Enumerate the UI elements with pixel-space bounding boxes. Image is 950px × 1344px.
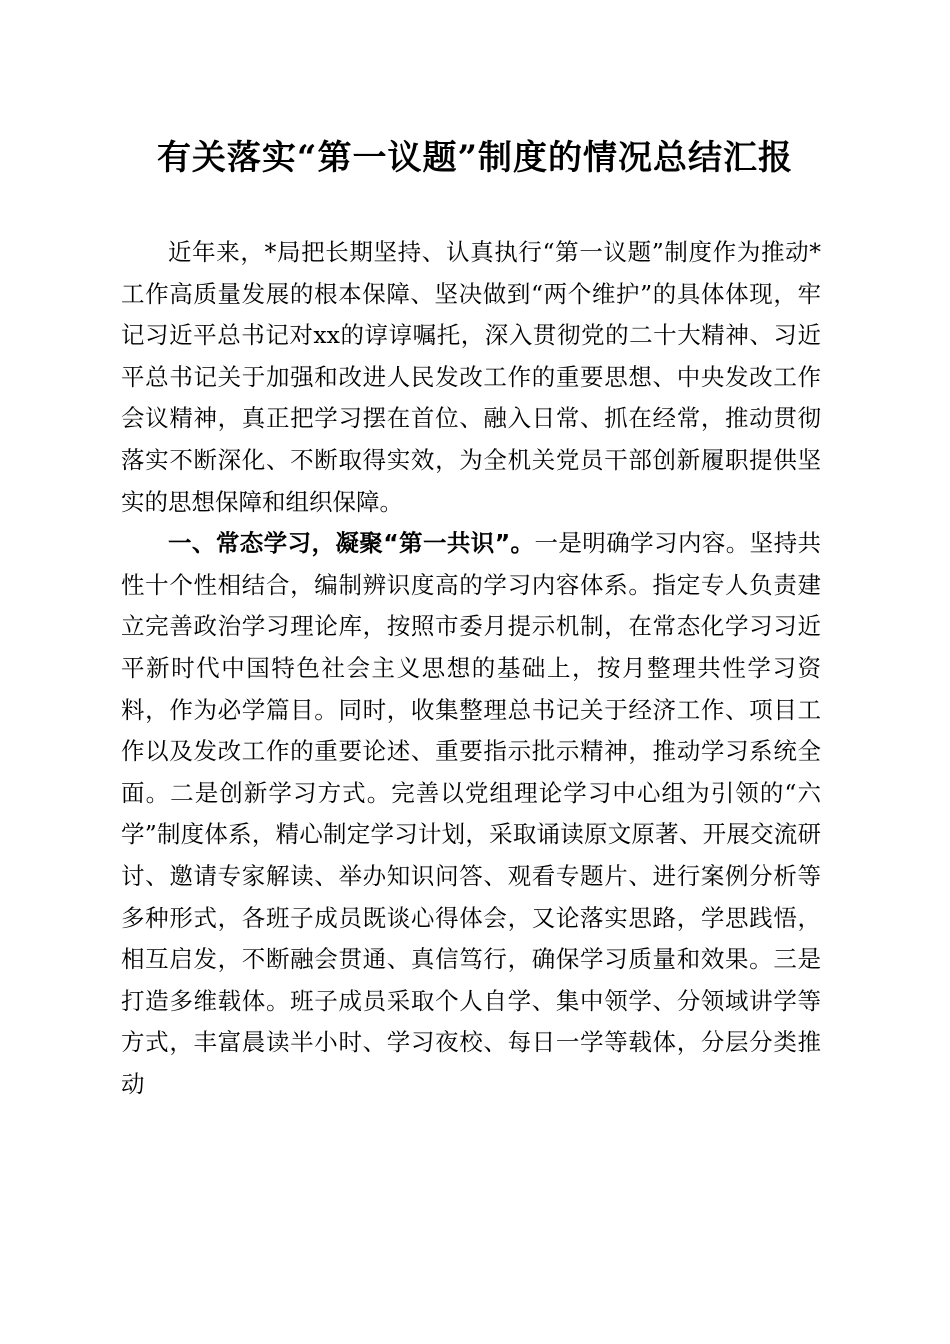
- intro-paragraph: 近年来，*局把长期坚持、认真执行“第一议题”制度作为推动*工作高质量发展的根本保障、坚决做到“两个维护”的具体体现，牢记习近平总书记对xx的谆谆嘱托，深入贯彻党的二十大精神、习近平总书记关于加强和改进人民发改工作的重要思想、中央发改工作会议精神，真正把学习摆在首位、融入日常、抓在经常，推动贯彻落实不断深化、不断取得实效，为全机关党员干部创新履职提供坚实的思想保障和组织保障。: [121, 238, 821, 516]
- document-title: 有关落实“第一议题”制度的情况总结汇报: [156, 138, 794, 178]
- document-body: [121, 232, 821, 1105]
- section-1-paragraph: [121, 523, 821, 1105]
- section-1-heading: 一、常态学习，凝聚“第一共识”。: [168, 529, 535, 558]
- section-1-body: 一是明确学习内容。坚持共性十个性相结合，编制辨识度高的学习内容体系。指定专人负责建立完善政治学习理论库，按照市委月提示机制，在常态化学习习近平新时代中国特色社会主义思想的基础上，按月整理共性学习资料，作为必学篇目。同时，收集整理总书记关于经济工作、项目工作以及发改工作的重要论述、重要指示批示精神，推动学习系统全面。二是创新学习方式。完善以党组理论学习中心组为引领的“六学”制度体系，精心制定学习计划，采取诵读原文原著、开展交流研讨、邀请专家解读、举办知识问答、观看专题片、进行案例分析等多种形式，各班子成员既谈心得体会，又论落实思路，学思践悟，相互启发，不断融会贯通、真信笃行，确保学习质量和效果。三是打造多维载体。班子成员采取个人自学、集中领学、分领域讲学等方式，丰富晨读半小时、学习夜校、每日一学等载体，分层分类推动: [121, 529, 822, 1098]
